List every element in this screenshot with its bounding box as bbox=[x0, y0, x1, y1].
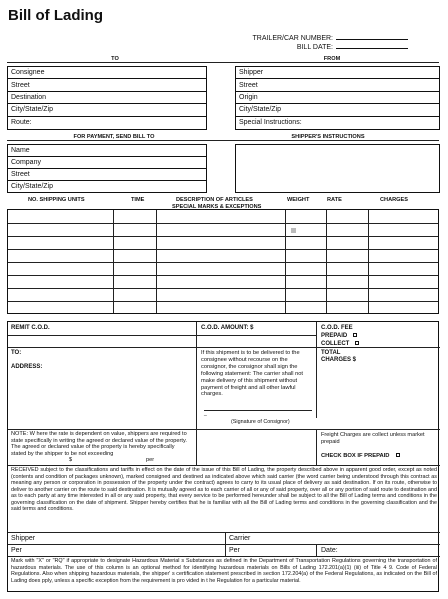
bill-date-label: BILL DATE: bbox=[296, 44, 333, 51]
total-label: TOTAL bbox=[321, 350, 341, 356]
signature-mid-rule bbox=[8, 544, 440, 545]
consignee-address-label: ADDRESS: bbox=[11, 364, 43, 370]
hazmat-notice: Mark with "X" or "RQ" if appropriate to designate Hazardous Material s Substances as defined in the Department of Transportation Regulations governing the transportation of hazardous materials. The use of this column is an optional method for identifying hazardous materials on Bills of Lading 172.201(a)(1) (iii) of Title 4 9. Code of Federal Regulations. Also when shipping hazardous materials, the shipper' s certification statement prescribed in section 172.204(a) of the Federal Regulations, as indicated on the Bill of Lading does pply, unless a specific exception from the requirement is pro vided in t he Regulation for a particular material. bbox=[11, 558, 437, 584]
origin-field[interactable]: Origin bbox=[236, 92, 439, 104]
col-shipping-units: NO. SHIPPING UNITS bbox=[28, 197, 85, 203]
prepaid-checkbox[interactable] bbox=[353, 333, 357, 337]
carrier-per-label: Per bbox=[229, 547, 240, 554]
special-instructions-field[interactable]: Special Instructions: bbox=[239, 118, 302, 126]
table-row-line bbox=[8, 262, 438, 263]
recourse-statement: If this shipment is to be delivered to the consignee without recourse on the consignor, the consignor shall sign the following statement: The carrier shall not make delivery of this shipment without payment of freight and all other lawful charges. bbox=[201, 350, 304, 398]
table-row-line bbox=[8, 288, 438, 289]
note-bottom-rule bbox=[8, 465, 440, 466]
consignee-street-field[interactable]: Street bbox=[8, 79, 206, 91]
terms-bottom-rule bbox=[8, 532, 440, 533]
prepaid-option[interactable]: PREPAID bbox=[321, 333, 357, 340]
cod-fee-label: C.O.D. FEE bbox=[321, 325, 353, 331]
consignee-box bbox=[7, 66, 207, 130]
consignor-signature-label: (Signature of Consignor) bbox=[231, 419, 290, 425]
recourse-bottom-rule bbox=[8, 429, 440, 430]
date-label: Date: bbox=[321, 547, 338, 554]
shipper-per-label: Per bbox=[11, 547, 22, 554]
col-description: DESCRIPTION OF ARTICLES bbox=[176, 197, 253, 203]
shipper-city-field[interactable]: City/State/Zip bbox=[236, 104, 439, 116]
shipper-signature-label: Shipper bbox=[11, 535, 36, 542]
collect-option[interactable]: COLLECT bbox=[321, 341, 359, 348]
trailer-number-label: TRAILER/CAR NUMBER: bbox=[252, 35, 333, 42]
shipper-instructions-box[interactable] bbox=[235, 144, 440, 193]
declared-value-per: per bbox=[146, 457, 155, 463]
divider bbox=[316, 429, 317, 465]
trailer-number-line bbox=[252, 34, 408, 42]
col-charges: CHARGES bbox=[380, 197, 408, 203]
carrier-signature-label: Carrier bbox=[229, 535, 251, 542]
declared-value-dollar: $ bbox=[69, 457, 73, 463]
table-col-line bbox=[113, 210, 114, 313]
signature-bottom-rule bbox=[8, 556, 440, 557]
form-title: Bill of Lading bbox=[8, 7, 103, 24]
table-row-line bbox=[8, 301, 438, 302]
shipment-table[interactable] bbox=[7, 209, 439, 314]
bill-to-city-field[interactable]: City/State/Zip bbox=[11, 182, 54, 190]
consignor-signature-line[interactable] bbox=[204, 410, 312, 411]
scan-speck bbox=[291, 228, 296, 233]
table-col-line bbox=[156, 210, 157, 313]
cod-amount-label: C.O.D. AMOUNT: $ bbox=[201, 325, 254, 331]
shipper-street-field[interactable]: Street bbox=[236, 79, 439, 91]
check-prepaid-checkbox[interactable] bbox=[396, 453, 400, 457]
consignee-field[interactable]: Consignee bbox=[8, 67, 206, 79]
col-time: TIME bbox=[131, 197, 145, 203]
route-field[interactable]: Route: bbox=[11, 118, 32, 126]
to-from-rule bbox=[7, 62, 439, 63]
shipper-box bbox=[235, 66, 440, 130]
bottom-section bbox=[7, 321, 439, 592]
col-weight: WEIGHT bbox=[287, 197, 310, 203]
table-row-line bbox=[8, 236, 438, 237]
bill-to-street-field[interactable]: Street bbox=[8, 169, 206, 181]
divider bbox=[196, 429, 197, 465]
shipper-instructions-label: SHIPPER'S INSTRUCTIONS bbox=[281, 134, 375, 140]
remit-cod-label: REMIT C.O.D. bbox=[11, 325, 50, 331]
col-rate: RATE bbox=[327, 197, 342, 203]
consignee-to-label: TO: bbox=[11, 350, 22, 356]
from-label: FROM bbox=[315, 56, 349, 62]
divider bbox=[316, 322, 317, 418]
to-label: TO bbox=[100, 56, 130, 62]
destination-field[interactable]: Destination bbox=[8, 92, 206, 104]
bill-to-name-field[interactable]: Name bbox=[8, 145, 206, 157]
trailer-number-field[interactable] bbox=[336, 34, 408, 40]
divider bbox=[316, 544, 317, 556]
cod-rule bbox=[8, 335, 316, 336]
col-special-marks: SPECIAL MARKS & EXCEPTIONS bbox=[172, 204, 262, 210]
payment-rule bbox=[7, 140, 439, 141]
shipper-field[interactable]: Shipper bbox=[236, 67, 439, 79]
consignee-city-field[interactable]: City/State/Zip bbox=[8, 104, 206, 116]
table-row-line bbox=[8, 223, 438, 224]
table-row-line bbox=[8, 275, 438, 276]
divider bbox=[196, 418, 197, 429]
bill-to-box bbox=[7, 144, 207, 193]
received-terms: RECEIVED subject to the classifications and tariffs in effect on the date of the issue of this Bill of Lading, the property described above in apparent good order, except as noted (contents and condition of packages unknown), marked consigned and destined as indicated above which said carrier (the word carrier being understood through this contract as meaning any person or corporation in possession of the property under the contract) agrees to carry to its usual place of delivery as said destination. If on its route, otherwise to deliver to another carrier on the route to said destination. It is mutually agreed as to each carrier of all or any of said property, over all or any portion of said route to destination and as to each party at any time interested in all or any said property, that every service to be performed hereunder shall be subject to all the Bill of Lading terms and conditions in the governing classification on the date of shipment. Shipper hereby certifies that he is familiar with all the Bill of Lading terms and conditions in the governing classification and the said terms and conditions. bbox=[11, 467, 437, 512]
freight-collect-text: Freight Charges are collect unless market prepaid bbox=[321, 432, 425, 445]
table-col-line bbox=[285, 210, 286, 313]
table-col-line bbox=[326, 210, 327, 313]
table-col-line bbox=[368, 210, 369, 313]
bill-to-company-field[interactable]: Company bbox=[8, 157, 206, 169]
signature-dash: _ bbox=[204, 411, 207, 417]
bill-date-line bbox=[297, 43, 408, 51]
bill-date-field[interactable] bbox=[336, 43, 408, 49]
divider bbox=[196, 322, 197, 418]
total-charges-label: CHARGES $ bbox=[321, 357, 357, 363]
check-prepaid-label[interactable]: CHECK BOX IF PREPAID bbox=[321, 453, 400, 460]
bill-to-label: FOR PAYMENT, SEND BILL TO bbox=[58, 134, 170, 140]
cod-bottom-rule bbox=[8, 347, 440, 348]
declared-value-note: NOTE: W here the rate is dependent on value, shippers are required to state specifically in writing the agreed or declared value of the property. The agreed or declared value of the property is hereby specifically stated by the shipper to be not exceeding bbox=[11, 431, 187, 457]
table-row-line bbox=[8, 249, 438, 250]
collect-checkbox[interactable] bbox=[355, 341, 359, 345]
